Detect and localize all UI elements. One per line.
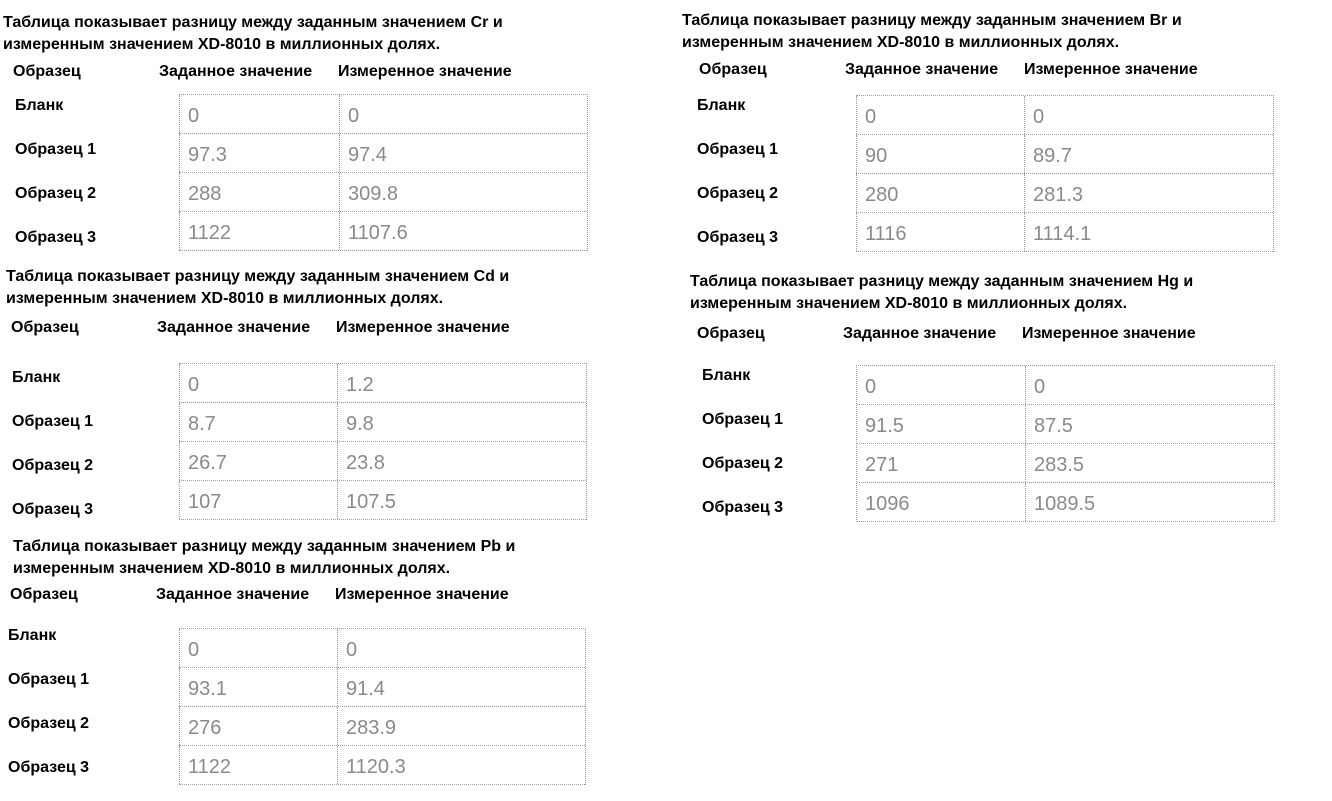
target-value: 0: [179, 629, 337, 667]
target-value: 91.5: [865, 415, 904, 437]
table-row: [856, 213, 1273, 252]
row-label-blank: Бланк: [12, 369, 61, 386]
measured-value: 89.7: [1024, 135, 1273, 173]
caption-line-2: измеренным значением XD-8010 в миллионных долях.: [13, 560, 451, 577]
header-sample: Образец: [10, 586, 78, 603]
header-measured: Измеренное значение: [335, 586, 509, 603]
table-row: [179, 403, 586, 442]
table-row: [857, 444, 1274, 483]
table-row: [857, 366, 1274, 405]
row-label-blank: Бланк: [702, 367, 751, 384]
measured-value: 281.3: [1024, 174, 1273, 212]
caption-line-1: Таблица показывает разницу между заданным значением Cr и: [3, 14, 503, 31]
target-value: 280: [856, 174, 1024, 212]
measured-value: 1114.1: [1024, 213, 1273, 251]
value-grid: [179, 628, 586, 785]
header-target: Заданное значение: [159, 63, 313, 80]
table-row: [857, 483, 1274, 522]
row-label-sample-2: Образец 2: [702, 455, 784, 472]
table-row: [179, 364, 586, 403]
table-caption: [3, 12, 603, 56]
row-label-blank: Бланк: [8, 627, 57, 644]
header-target: Заданное значение: [156, 586, 310, 603]
table-row: [179, 746, 585, 785]
row-label-sample-3: Образец 3: [8, 759, 90, 776]
table-caption: [682, 10, 1282, 54]
target-value: 1122: [179, 746, 337, 784]
measured-value: 23.8: [337, 442, 586, 480]
measured-value: 0: [337, 629, 585, 667]
header-measured: Измеренное значение: [338, 63, 512, 80]
measured-value: 91.4: [337, 668, 585, 706]
table-row: [179, 212, 587, 251]
caption-line-1: Таблица показывает разницу между заданным значением Pb и: [13, 538, 516, 555]
target-value: 97.3: [179, 134, 339, 172]
header-sample: Образец: [13, 63, 81, 80]
measured-value: 1.2: [337, 364, 586, 402]
target-value: 90: [856, 135, 1024, 173]
target-value: 271: [865, 454, 899, 476]
header-measured: Измеренное значение: [336, 319, 510, 336]
value-grid: [856, 365, 1275, 522]
value-grid: [856, 95, 1274, 252]
target-value: 288: [179, 173, 339, 211]
row-label-sample-2: Образец 2: [697, 185, 779, 202]
header-target: Заданное значение: [843, 325, 997, 342]
row-label-sample-3: Образец 3: [12, 501, 94, 518]
caption-line-2: измеренным значением XD-8010 в миллионных долях.: [682, 34, 1120, 51]
measured-value: 0: [1024, 96, 1273, 134]
row-label-blank: Бланк: [697, 97, 746, 114]
table-caption: [6, 266, 606, 310]
table-row: [179, 442, 586, 481]
table-row: [179, 134, 587, 173]
table-row: [179, 707, 585, 746]
row-label-sample-1: Образец 1: [8, 671, 90, 688]
measured-value: 0: [1025, 366, 1274, 404]
table-row: [856, 135, 1273, 174]
target-value: 0: [179, 95, 339, 133]
table-row: [179, 481, 586, 520]
caption-line-2: измеренным значением XD-8010 в миллионных долях.: [3, 36, 441, 53]
target-value: 0: [856, 96, 1024, 134]
table-row: [179, 173, 587, 212]
value-grid: [179, 94, 588, 251]
measured-value: 309.8: [339, 173, 587, 211]
target-value: 93.1: [179, 668, 337, 706]
target-value: 0: [179, 364, 337, 402]
measured-value: 1089.5: [1025, 483, 1274, 521]
header-sample: Образец: [699, 61, 767, 78]
header-measured: Измеренное значение: [1022, 325, 1196, 342]
row-label-sample-3: Образец 3: [15, 229, 97, 246]
table-row: [857, 405, 1274, 444]
caption-line-2: измеренным значением XD-8010 в миллионных долях.: [690, 295, 1128, 312]
header-sample: Образец: [11, 319, 79, 336]
row-label-sample-2: Образец 2: [12, 457, 94, 474]
table-row: [179, 668, 585, 707]
measured-value: 0: [339, 95, 587, 133]
measured-value: 9.8: [337, 403, 586, 441]
caption-line-1: Таблица показывает разницу между заданным значением Hg и: [690, 273, 1194, 290]
table-caption: [13, 536, 613, 580]
table-row: [179, 95, 587, 134]
measured-value: 1107.6: [339, 212, 587, 250]
target-value: 1116: [856, 213, 1024, 251]
header-target: Заданное значение: [845, 61, 999, 78]
measured-value: 97.4: [339, 134, 587, 172]
caption-line-2: измеренным значением XD-8010 в миллионных долях.: [6, 290, 444, 307]
target-value: 1122: [179, 212, 339, 250]
caption-line-1: Таблица показывает разницу между заданным значением Cd и: [6, 268, 510, 285]
table-row: [856, 96, 1273, 135]
measured-value: 87.5: [1025, 405, 1274, 443]
row-label-sample-2: Образец 2: [8, 715, 90, 732]
target-value: 8.7: [179, 403, 337, 441]
table-row: [856, 174, 1273, 213]
row-label-sample-3: Образец 3: [697, 229, 779, 246]
value-grid: [179, 363, 587, 520]
table-row: [179, 629, 585, 668]
row-label-sample-1: Образец 1: [697, 141, 779, 158]
target-value: 26.7: [179, 442, 337, 480]
measured-value: 283.9: [337, 707, 585, 745]
target-value: 276: [179, 707, 337, 745]
header-sample: Образец: [697, 325, 765, 342]
table-caption: [690, 271, 1290, 315]
header-target: Заданное значение: [157, 319, 311, 336]
row-label-sample-2: Образец 2: [15, 185, 97, 202]
measured-value: 1120.3: [337, 746, 585, 784]
caption-line-1: Таблица показывает разницу между заданным значением Br и: [682, 12, 1182, 29]
row-label-sample-3: Образец 3: [702, 499, 784, 516]
target-value: 107: [179, 481, 337, 519]
measured-value: 283.5: [1025, 444, 1274, 482]
row-label-blank: Бланк: [15, 97, 64, 114]
target-value: 1096: [865, 493, 910, 515]
target-value: 0: [865, 376, 877, 398]
row-label-sample-1: Образец 1: [15, 141, 97, 158]
row-label-sample-1: Образец 1: [12, 413, 94, 430]
measured-value: 107.5: [337, 481, 586, 519]
row-label-sample-1: Образец 1: [702, 411, 784, 428]
header-measured: Измеренное значение: [1024, 61, 1198, 78]
